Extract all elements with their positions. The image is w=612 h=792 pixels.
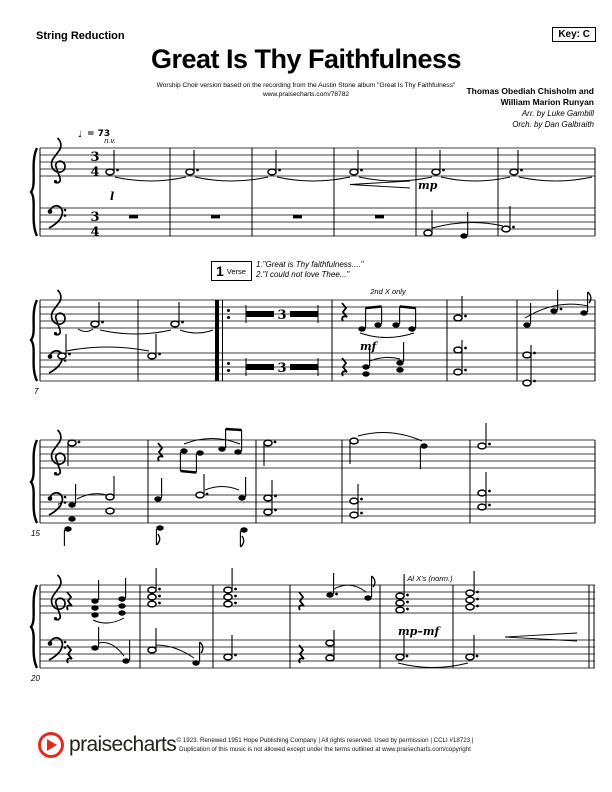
bass-notes: [57, 472, 491, 547]
treble-clef-icon: [52, 138, 65, 183]
praisecharts-logo: [38, 732, 176, 758]
time-signature: [90, 150, 99, 240]
svg-text:3: 3: [90, 150, 100, 165]
bass-clef-icon: [48, 206, 67, 228]
svg-text:3: 3: [277, 361, 287, 376]
cue-2nd-x-only: 2nd X only: [370, 287, 406, 296]
treble-clef-icon: [52, 430, 65, 475]
staff-lines: [40, 440, 595, 523]
barlines: [40, 148, 595, 236]
treble-clef-icon: [52, 575, 65, 620]
part-name: String Reduction: [36, 30, 125, 42]
orchestrator-credit: Orch. by Dan Galbraith: [512, 120, 594, 129]
key-badge: Key: C: [552, 27, 596, 42]
treble-clef-icon: [52, 290, 65, 335]
praisecharts-logo-icon: [38, 732, 64, 758]
system-3: [31, 423, 595, 547]
tempo-marking: = 73: [87, 129, 111, 139]
measure-number-15: 15: [31, 529, 40, 538]
song-subtitle: Worship Choir version based on the recording from the Austin Stone album "Great Is Thy Faithfulness": [156, 82, 456, 89]
forward-repeat-barline: [215, 300, 230, 381]
play-icon: [47, 739, 57, 751]
praisecharts-wordmark: praisecharts: [69, 733, 177, 756]
system-2: [31, 287, 595, 396]
system-4: [30, 568, 595, 683]
svg-text:3: 3: [277, 308, 287, 323]
lyric-cue-2: 2."I could not love Thee...": [256, 270, 350, 279]
svg-text:4: 4: [90, 225, 100, 240]
author-line-1: Thomas Obediah Chisholm and: [466, 86, 594, 96]
dynamic-mp: mp: [418, 179, 438, 192]
measure-number-7: 7: [34, 387, 39, 396]
rehearsal-label: Verse: [226, 266, 246, 276]
copyright-line-1: © 1923. Renewed 1951 Hope Publishing Company | All rights reserved. Used by permission | CCLI #18723 |: [176, 737, 474, 744]
lyric-cue-1: 1."Great is Thy faithfulness....": [256, 260, 364, 269]
rehearsal-number: 1: [216, 263, 224, 279]
song-title: Great Is Thy Faithfulness: [150, 44, 462, 74]
arranger-credit: Arr. by Luke Gambill: [521, 109, 594, 118]
multimeasure-rest: [246, 305, 318, 376]
system-1: [31, 136, 595, 240]
staff-lines: [40, 148, 595, 236]
song-url: www.praisecharts.com/78782: [262, 91, 350, 98]
marking-legato: l: [110, 190, 115, 203]
dynamic-mp-mf: mp–mf: [398, 625, 440, 638]
bass-clef-icon: [48, 638, 67, 660]
marking-non-vibrato: n.v.: [104, 136, 116, 145]
copyright-line-2: Duplication of this music is not allowed except under the terms outlined at www.praisecharts.com/copyright: [179, 745, 471, 753]
sharp-accidental: ♯: [57, 499, 63, 512]
svg-text:3: 3: [90, 210, 100, 225]
dynamic-mf: mf: [360, 340, 377, 353]
measure-number-20: 20: [31, 674, 40, 683]
author-line-2: William Marion Runyan: [500, 97, 594, 107]
svg-text:4: 4: [90, 165, 100, 180]
tempo-note-icon: ♩: [78, 130, 83, 140]
copyright-notice: [160, 737, 490, 754]
crescendo-hairpin: [350, 181, 410, 188]
barlines: [40, 440, 595, 523]
treble-notes: [68, 423, 491, 473]
cue-al-xs-norm: Al X's (norm.): [407, 574, 453, 583]
